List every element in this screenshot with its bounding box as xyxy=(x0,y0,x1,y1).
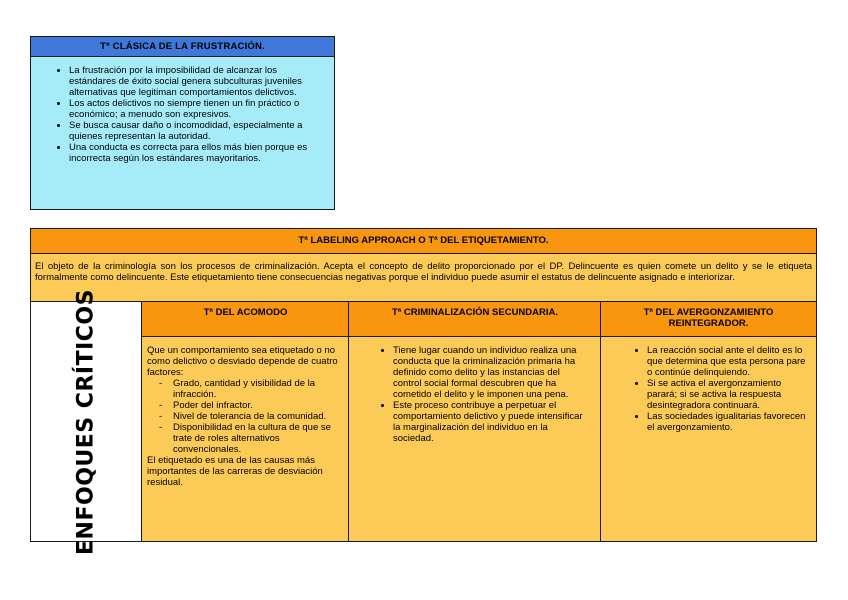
list-item: • Este proceso contribuye a perpetuar el comportamiento delictivo y puede intensificar la marginalización del individuo en la sociedad. xyxy=(393,400,587,444)
list-item: - Poder del infractor. xyxy=(173,400,343,411)
secondary-criminalization-title: Tª CRIMINALIZACIÓN SECUNDARIA. xyxy=(391,307,559,318)
accommodation-lead: Que un comportamiento sea etiquetado o no como delictivo o desviado depende de cuatro factores: xyxy=(147,345,338,378)
frustration-theory-box xyxy=(30,36,335,210)
reintegrative-shaming-title-line1: Tª DEL AVERGONZAMIENTO xyxy=(643,307,774,318)
reintegrative-shaming-body xyxy=(601,337,816,541)
side-label-text: ENFOQUES CRÍTICOS xyxy=(73,289,99,555)
list-item: • La reacción social ante el delito es lo que determina que esta persona pare o continúe delinquiendo. xyxy=(647,345,810,378)
list-item: • Una conducta es correcta para ellos más bien porque es incorrecta según los estándares mayoritarios. xyxy=(69,142,324,164)
list-item: • Se busca causar daño o incomodidad, especialmente a quienes representan la autoridad. xyxy=(69,120,324,142)
accommodation-theory-header xyxy=(142,302,349,337)
list-item: • Tiene lugar cuando un individuo realiza una conducta que la criminalización primaria ha definido como delito y las instancias del control social formal descubren que ha cometido el delito y le imponen una pena. xyxy=(393,345,587,400)
list-item: • Las sociedades igualitarias favorecen el avergonzamiento. xyxy=(647,411,810,433)
accommodation-theory-title: Tª DEL ACOMODO xyxy=(203,307,288,318)
accommodation-factors xyxy=(147,378,343,455)
frustration-theory-title: Tª CLÁSICA DE LA FRUSTRACIÓN. xyxy=(31,37,334,57)
secondary-criminalization-header xyxy=(349,302,601,337)
labeling-theory-title: Tª LABELING APPROACH O Tª DEL ETIQUETAMIENTO. xyxy=(31,229,816,254)
list-item: - Nivel de tolerancia de la comunidad. xyxy=(173,411,343,422)
frustration-theory-list xyxy=(31,57,334,164)
list-item: - Grado, cantidad y visibilidad de la infracción. xyxy=(173,378,343,400)
reintegrative-shaming-title-line2: REINTEGRADOR. xyxy=(668,318,749,329)
list-item: • La frustración por la imposibilidad de alcanzar los estándares de éxito social genera subculturas juveniles alternativas que legitiman comportamientos delictivos. xyxy=(69,65,324,98)
list-item: • Los actos delictivos no siempre tienen un fin práctico o económico; a menudo son expresivos. xyxy=(69,98,324,120)
list-item: - Disponibilidad en la cultura de que se trate de roles alternativos convencionales. xyxy=(173,422,343,455)
reintegrative-shaming-list xyxy=(623,345,810,433)
critical-approaches-side-label xyxy=(31,289,142,555)
secondary-criminalization-body xyxy=(349,337,601,541)
list-item: • Si se activa el avergonzamiento parará; si se activa la respuesta desintegradora continuará. xyxy=(647,378,810,411)
accommodation-tail: El etiquetado es una de las causas más importantes de las carreras de desviación residual. xyxy=(147,455,323,488)
column-divider xyxy=(600,302,601,541)
accommodation-theory-body xyxy=(142,337,349,541)
labeling-theory-intro: El objeto de la criminología son los procesos de criminalización. Acepta el concepto de delito proporcionado por el DP. Delincuente es quien comete un delito y se le etiqueta formalmente como delincuente. Este etiquetamiento tiene consecuencias negativas porque el individuo puede asumir el estatus de delincuente asignado e interiorizar. xyxy=(31,254,816,302)
secondary-criminalization-list xyxy=(369,345,587,444)
reintegrative-shaming-header xyxy=(601,302,816,337)
labeling-theory-box xyxy=(30,228,817,555)
column-divider xyxy=(348,302,349,541)
